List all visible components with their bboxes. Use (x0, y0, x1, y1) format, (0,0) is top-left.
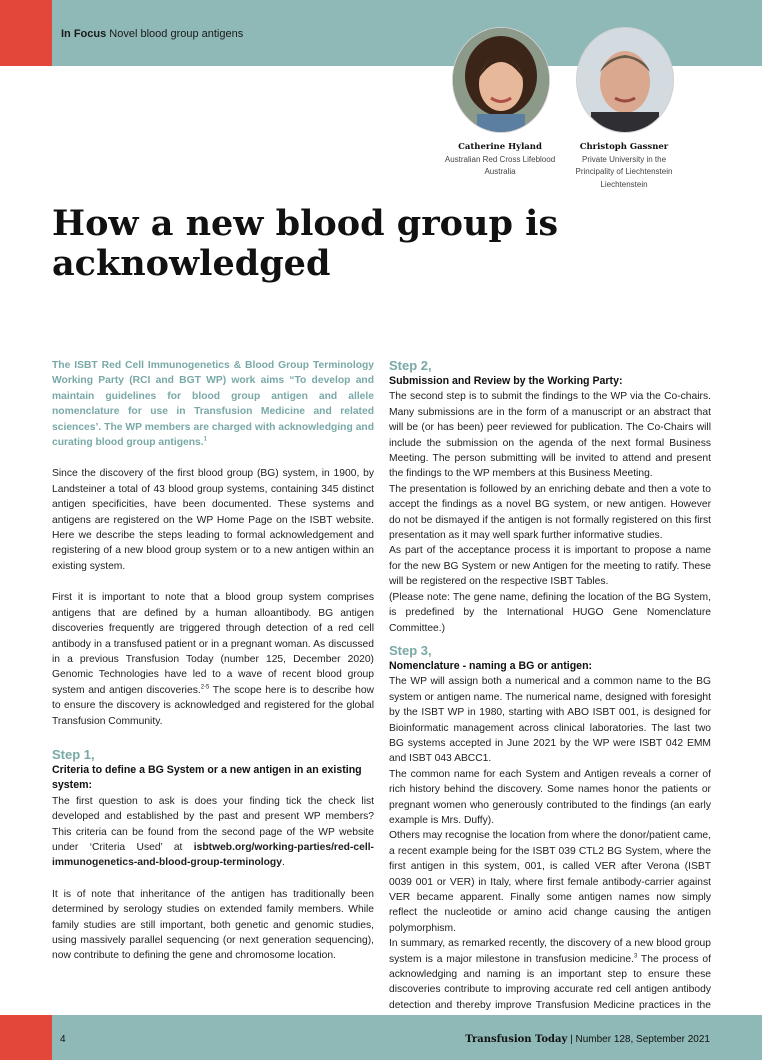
footer-publication (465, 1034, 710, 1045)
page-number: 4 (60, 1034, 66, 1045)
reference-marker: 3 (633, 953, 638, 960)
body-paragraph: It is of note that inheritance of the antigen has traditionally been determined by serology studies on extended family members. While family studies are still important, both genetic and genomic studies, using massively parallel sequencing (or next generation sequencing), now contribute to defining the gene and chromosome location. (52, 888, 374, 962)
article-title: How a new blood group is acknowledged (52, 203, 559, 284)
left-column (52, 358, 374, 964)
body-paragraph: The WP will assign both a numerical and a common name to the BG system or antigen name. The numerical name, designed with foresight by the ISBT WP in 1980, starting with ABO ISBT 001, is designed for Bioinformatic management across clinical laboratories. The last two BG systems accepted in June 2021 by the WP were ISBT 042 EMM and ISBT 043 ABCC1. (389, 676, 711, 765)
paragraph-text: In summary, as remarked recently, the discovery of a new blood group system is a major milestone in transfusion medicine. (389, 938, 711, 965)
body-paragraph: (Please note: The gene name, defining the location of the BG System, is predefined by the International HUGO Gene Nomenclature Committee.) (389, 591, 711, 634)
author-photo-gassner (576, 27, 674, 133)
issue-info: Number 128, September 2021 (575, 1034, 710, 1045)
right-column (389, 356, 711, 1029)
step-heading: Step 1, (52, 746, 95, 762)
paragraph-text: First it is important to note that a blood group system comprises antigens that are defined by a human alloantibody. BG antigen discoveries frequently are triggered through detection of a red cell antibody in a transfused patient or in a pregnant woman. As discussed in a previous Transfusion Today (number 125, December 2020) Genomic Technologies have led to a wave of recent blood group system and antigen discoveries. (52, 592, 374, 696)
step-title: Nomenclature - naming a BG or antigen: (389, 659, 593, 672)
body-paragraph (52, 794, 374, 871)
step-heading: Step 3, (389, 642, 432, 658)
step-title: Submission and Review by the Working Party: (389, 375, 623, 387)
author-affiliation: Private University in the Principality of Liechtenstein Liechtenstein (575, 154, 673, 189)
paragraph-text: The process of acknowledging and naming is an important step to ensure these discoveries contribute to improving accurate red cell antigen antibody detection and thereby improve Transfusion Medicine practices in the (389, 953, 712, 1011)
publication-name: Transfusion Today (465, 1034, 568, 1045)
portrait-hyland-icon (453, 28, 549, 132)
author-name: Catherine Hyland (458, 142, 542, 152)
criteria-link[interactable]: isbtweb.org/working-parties/red-cell-immunogenetics-and-blood-group-terminology (52, 841, 374, 869)
paragraph-text: The first question to ask is does your finding tick the check list developed and established by the past and present WP members? This criteria can be found from the second page of the WP website under ‘Criteria Used’ at (52, 795, 374, 853)
footer-accent-bar (0, 1015, 52, 1060)
author-hyland (430, 141, 570, 179)
paragraph-text: . (281, 857, 285, 869)
author-name: Christoph Gassner (579, 142, 669, 152)
step-heading: Step 2, (389, 358, 432, 373)
lead-text: The ISBT Red Cell Immunogenetics & Blood Group Terminology Working Party (RCI and BGT WP) work aims “To develop and maintain guidelines for blood group antigen and allele nomenclature for use in Transfusion Medicine and related sciences’. The WP members are charged with acknowledging and curating blood group antigens. (52, 360, 374, 449)
body-paragraph: As part of the acceptance process it is important to propose a name for the new BG System or new Antigen for the meeting to ratify. These will be registered on the respective ISBT Tables. (389, 545, 711, 588)
body-paragraph: The common name for each System and Antigen reveals a corner of rich history behind the discovery. Some names honor the patients or pregnant women who generously contributed to the findings (an early example is Mrs. Duffy). (389, 768, 711, 826)
body-paragraph (52, 590, 374, 729)
reference-marker: 2-5 (200, 684, 210, 691)
footer-separator: | (570, 1034, 573, 1045)
body-paragraph: The presentation is followed by an enriching debate and then a vote to accept the findings as a novel BG system, or new antigen. However do not be dismayed if the antigen is not formally registered on this first presentation as it may well spark further informative studies. (389, 483, 711, 542)
author-affiliation: Australian Red Cross Lifeblood Australia (444, 154, 556, 176)
body-paragraph: The second step is to submit the findings to the WP via the Co-chairs. Many submissions are in the form of a manuscript or an abstract that will be (or has been) peer reviewed for publication. The Co-Chairs will include the submission on the agenda of the next formal Business Meeting. The person submitting will be invited to attend and present the findings to the WP members at this Business Meeting. (389, 391, 711, 480)
body-paragraph: Since the discovery of the first blood group (BG) system, in 1900, by Landsteiner a total of 43 blood group systems, containing 345 distinct antigen specificities, have been documented. These systems and antigens are registered on the WP Home Page on the ISBT website. Here we describe the steps leading to formal acknowledgement and registering of a new blood group system or to a new antigen within an existing system. (52, 468, 374, 572)
paragraph-text: The scope here is to describe how to ensure the discovery is acknowledged and registered for the global Transfusion Community. (52, 684, 374, 727)
header-accent-bar (0, 0, 52, 66)
portrait-gassner-icon (577, 28, 673, 132)
author-gassner (566, 141, 682, 191)
section-topic: Novel blood group antigens (109, 28, 244, 40)
reference-marker: 1 (203, 436, 207, 443)
section-label (61, 28, 243, 40)
body-paragraph: Others may recognise the location from where the donor/patient came, a recent example being for the ISBT 039 CTL2 BG System, where the first antigen in this system, 001, is called VER after Verona (ISBT 0039 001 or VER) in Italy, where first female antibody-carrier against VER became apparent. Finally some antigen names now simply reflect the nucleotide or amino acid change causing the antigen polymorphism. (389, 830, 711, 934)
section-name: In Focus (61, 28, 107, 40)
lead-paragraph (52, 358, 374, 450)
step-title: Criteria to define a BG System or a new antigen in an existing system: (52, 763, 362, 792)
author-photo-hyland (452, 27, 550, 133)
